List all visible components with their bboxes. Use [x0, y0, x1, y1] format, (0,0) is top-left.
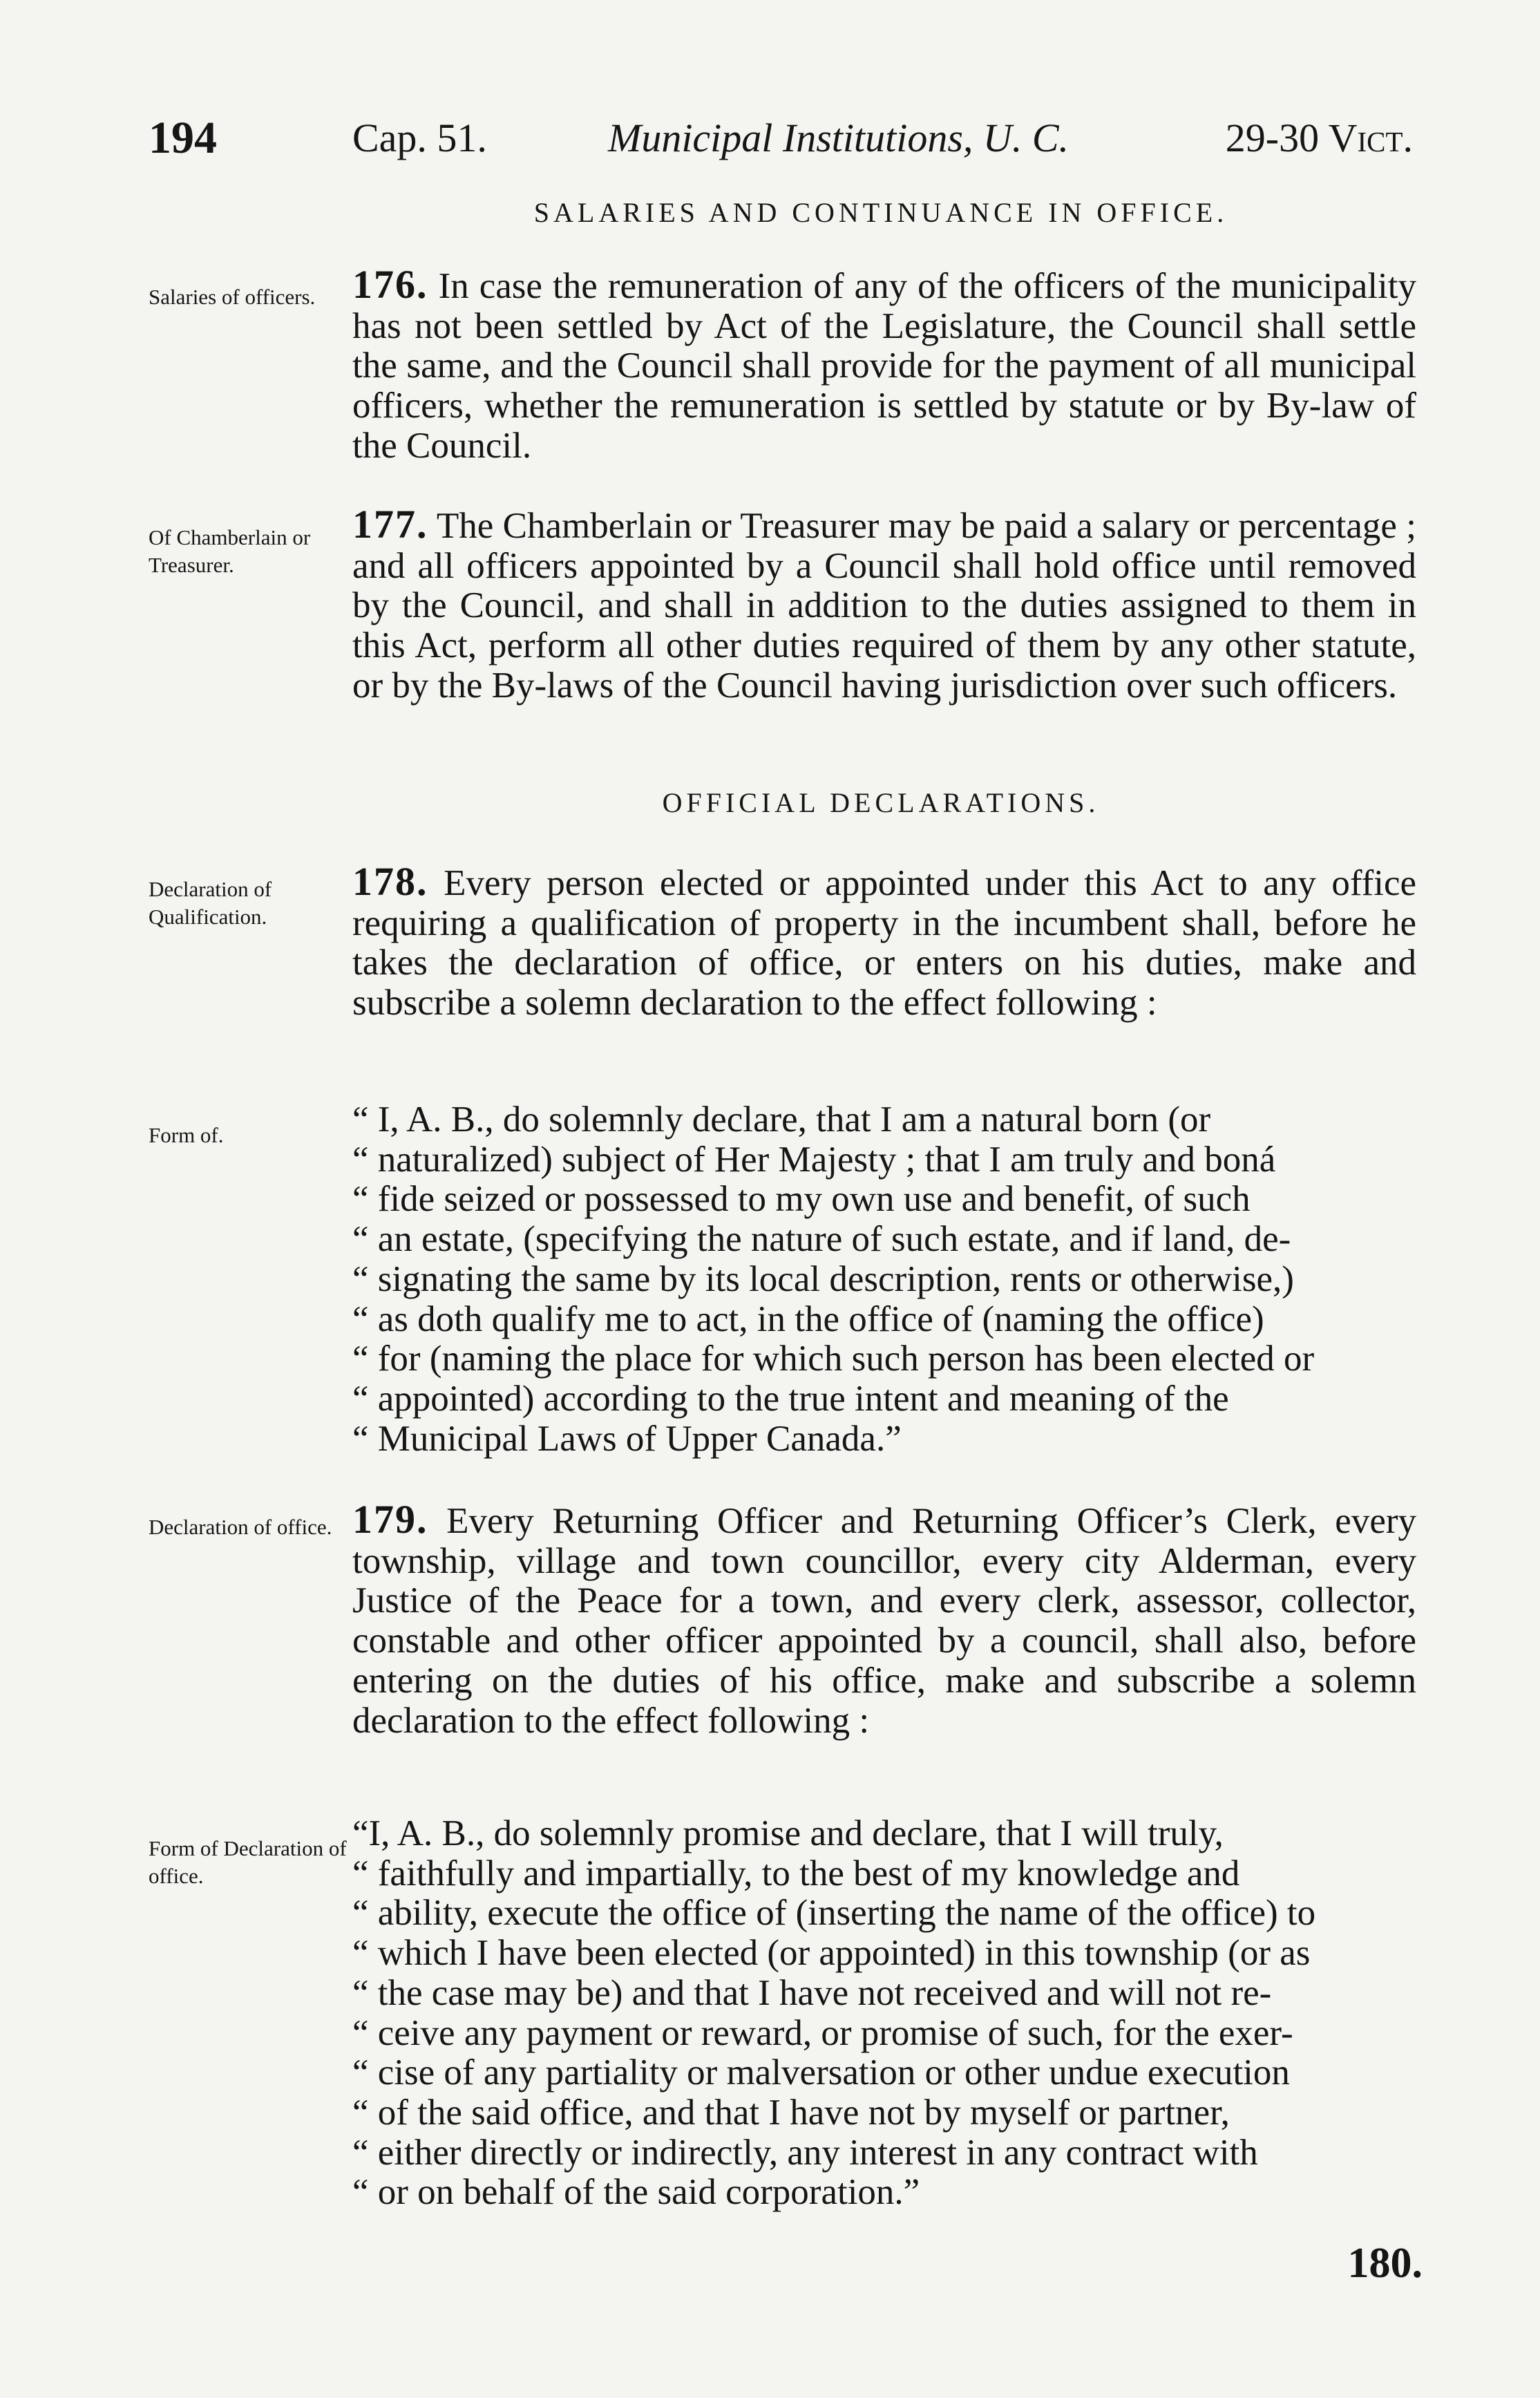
section-176	[352, 262, 1417, 466]
margin-note-form-179: Form of Declaration of office.	[149, 1836, 347, 1888]
section-177	[352, 504, 1416, 706]
section-179	[352, 1497, 1416, 1741]
section-number-177: 177.	[352, 502, 428, 547]
section-text-179: Every Returning Officer and Returning Officer’s Clerk, every township, village and town councillor, every city Alderman, every Justice of the Peace for a town, and every clerk, assessor, collector, constable and other officer appointed by a council, shall also, before entering on the duties of his office, make and subscribe a solemn declaration to the effect following :	[352, 1501, 1416, 1741]
running-title: Municipal Institutions, U. C.	[608, 115, 1069, 160]
running-header	[149, 111, 1413, 173]
heading-declarations: OFFICIAL DECLARATIONS.	[662, 787, 1100, 818]
margin-note-176: Salaries of officers.	[149, 285, 316, 309]
section-text-178: Every person elected or appointed under this Act to any office requiring a qualification of property in the incumbent shall, before he takes the declaration of office, or enters on his duties, make and subscribe a solemn declaration to the effect following :	[352, 863, 1416, 1023]
section-number-176: 176.	[352, 262, 428, 307]
margin-note-178: Declaration of Qualification.	[149, 877, 272, 929]
catchword: 180.	[1347, 2240, 1423, 2287]
regnal-year: 29-30 Vict.	[1225, 115, 1413, 160]
heading-salaries: SALARIES AND CONTINUANCE IN OFFICE.	[533, 197, 1228, 228]
form-178-text: “ I, A. B., do solemnly declare, that I am a natural born (or “ naturalized) subject of Her Majesty ; that I am truly and boná “ fide seized or possessed to my own use and benefit, of such “ an estate, (specifying the nature of such estate, and if land, de- “ signating the same by its local description, rents or otherwise,) “ as doth qualify me to act, in the office of (naming the office) “ for (naming the place for which such person has been elected or “ appointed) according to the true intent and meaning of the “ Municipal Laws of Upper Canada.”	[352, 1099, 1315, 1459]
page-number: 194	[149, 113, 217, 163]
section-178	[352, 859, 1416, 1023]
margin-note-177: Of Chamberlain or Treasurer.	[149, 525, 311, 577]
section-text-177: The Chamberlain or Treasurer may be paid a salary or percentage ; and all officers appointed by a Council shall hold office until removed by the Council, and shall in addition to the duties assigned to them in this Act, perform all other duties required of them by any other statute, or by the By-laws of the Council having jurisdiction over such officers.	[352, 506, 1416, 706]
section-number-178: 178.	[352, 859, 428, 904]
margin-note-form-178: Form of.	[149, 1123, 224, 1147]
form-179-text: “I, A. B., do solemnly promise and declare, that I will truly, “ faithfully and impartially, to the best of my knowledge and “ ability, execute the office of (inserting the name of the office) to “ which I have been elected (or appointed) in this township (or as “ the case may be) and that I have not received and will not re- “ ceive any payment or reward, or promise of such, for the exer- “ cise of any partiality or malversation or other undue execution “ of the said office, and that I have not by myself or partner, “ either directly or indirectly, any interest in any contract with “ or on behalf of the said corporation.”	[352, 1813, 1316, 2213]
section-text-176: In case the remuneration of any of the officers of the municipality has not been settled by Act of the Legislature, the Council shall settle the same, and the Council shall provide for the payment of all municipal officers, whether the remuneration is settled by statute or by By-law of the Council.	[352, 266, 1417, 466]
chapter-label: Cap. 51.	[352, 115, 487, 160]
section-number-179: 179.	[352, 1497, 428, 1542]
margin-note-179: Declaration of office.	[149, 1515, 332, 1539]
